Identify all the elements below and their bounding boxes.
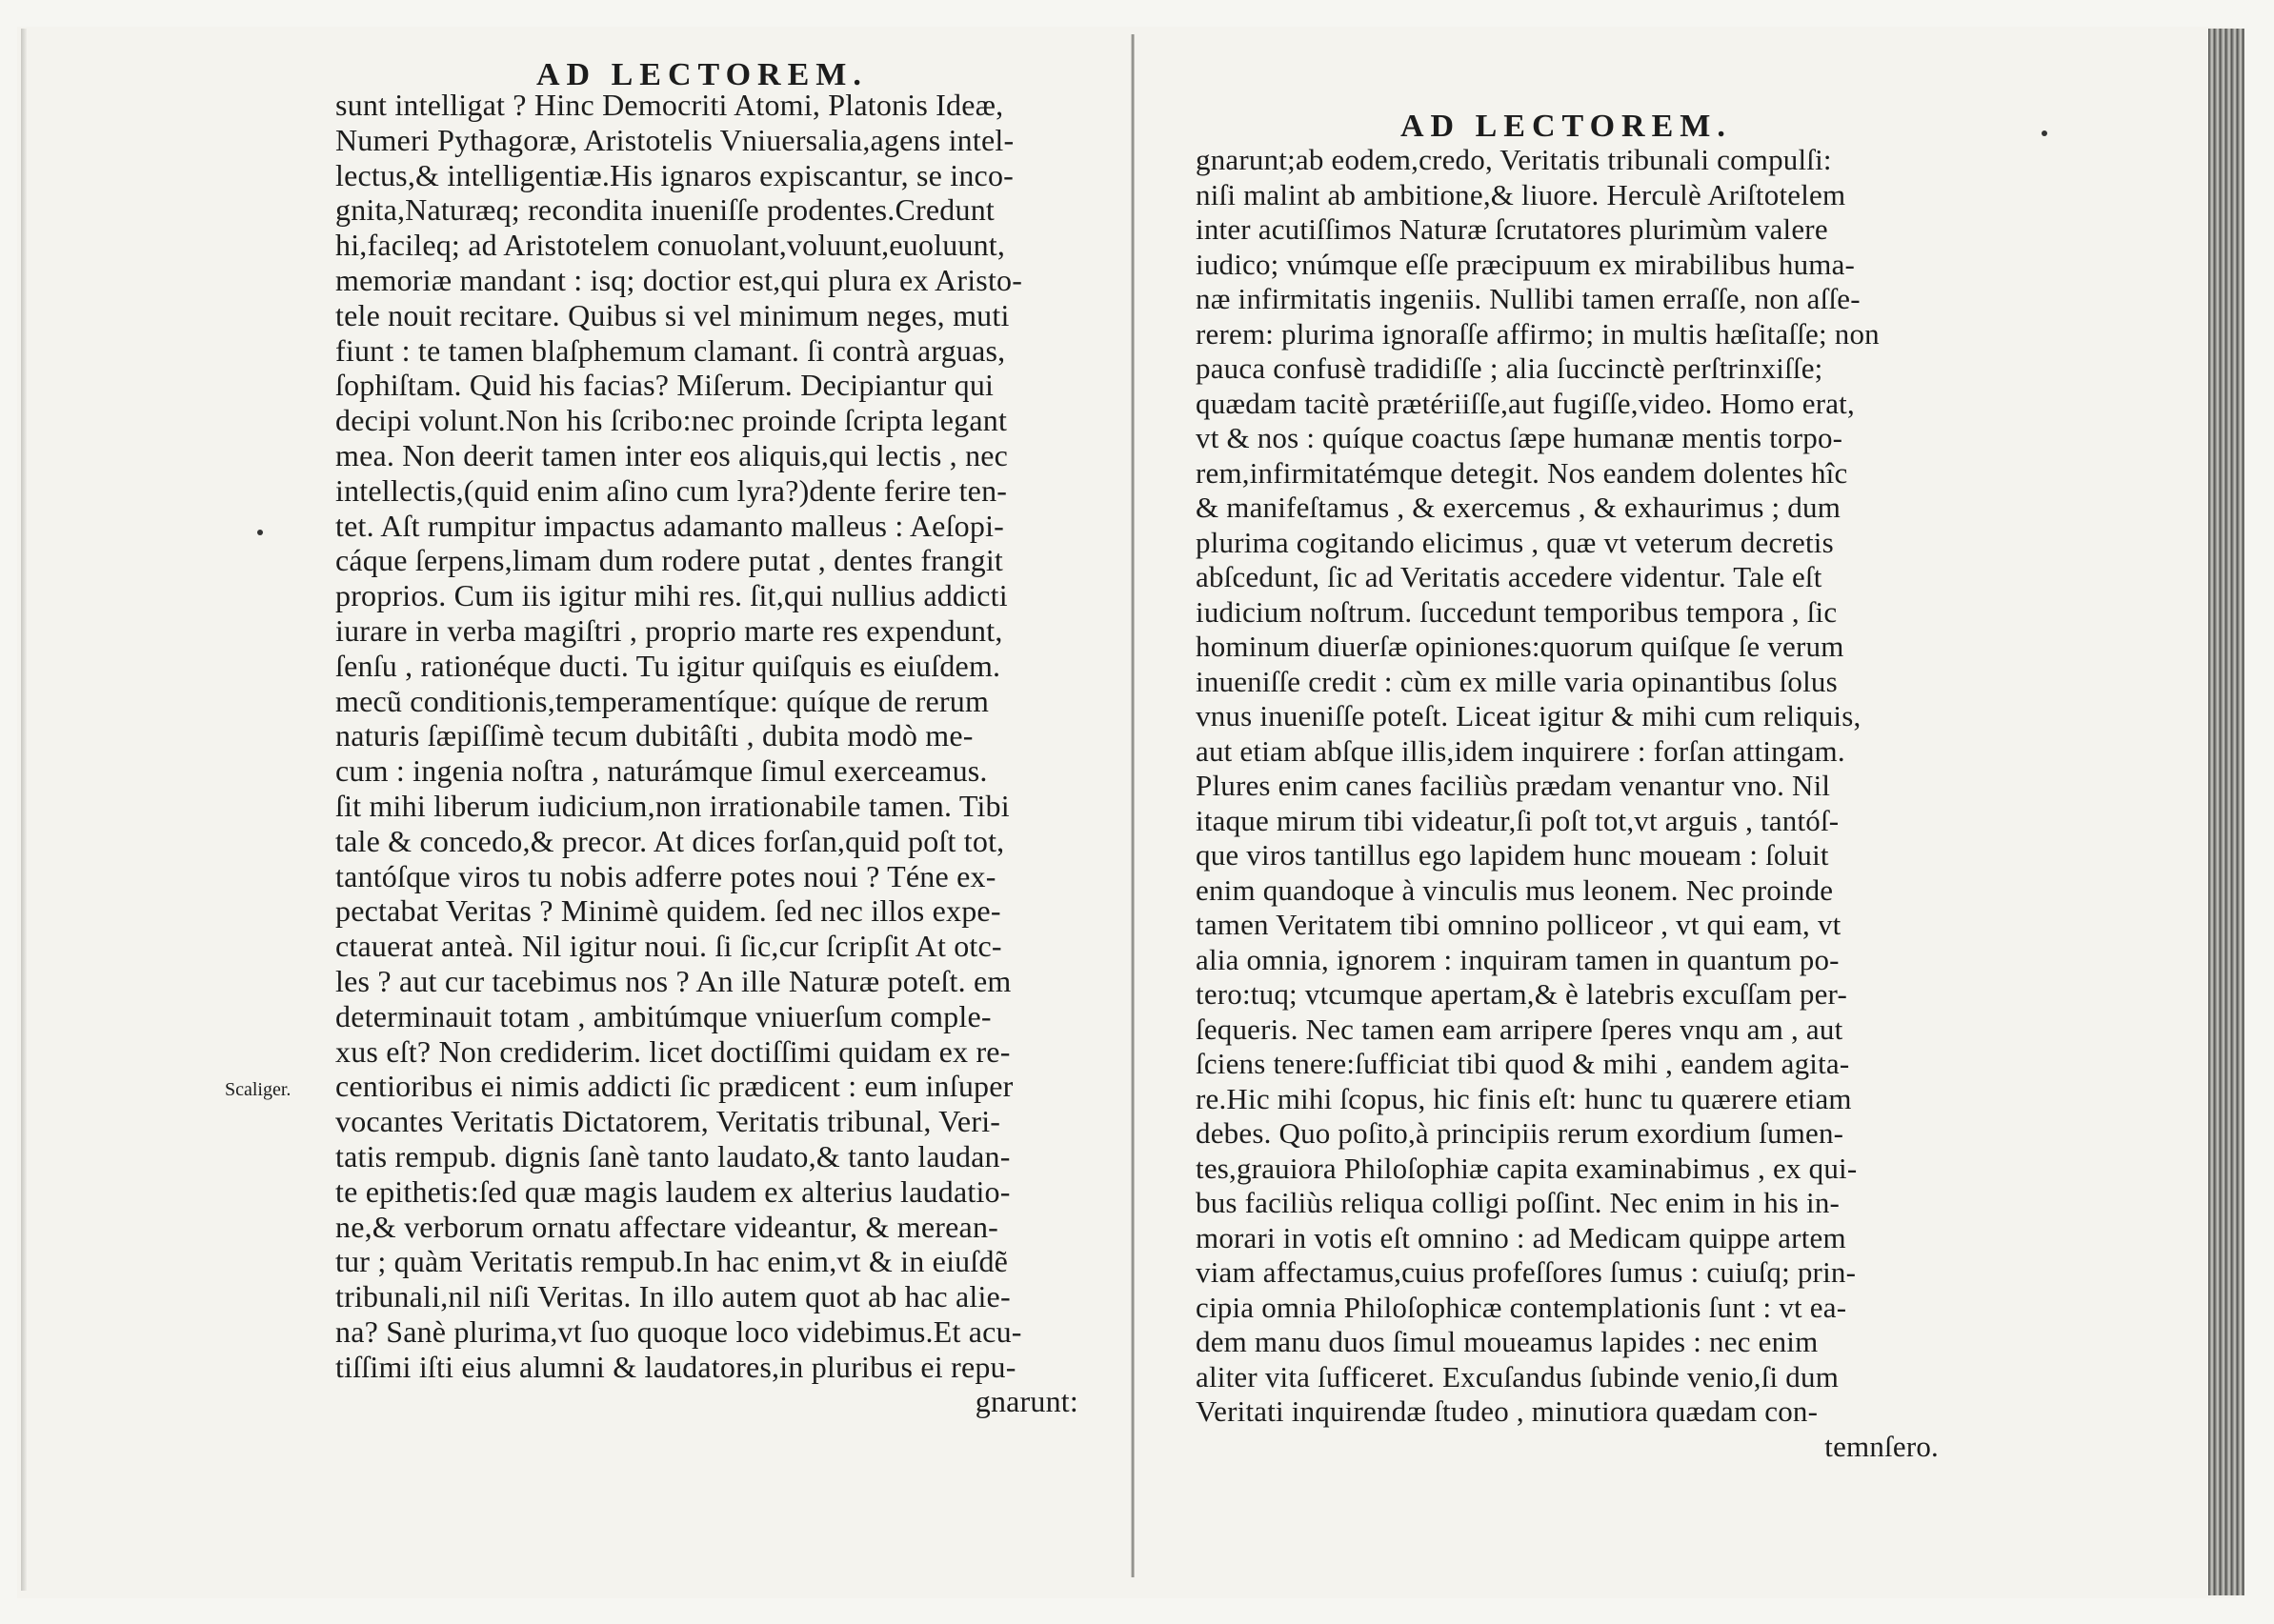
text-line: ſophiſtam. Quid his facias? Miſerum. Decipiantur qui: [335, 368, 995, 403]
text-line: gnita,Naturæq; recondita inueniſſe prodentes.Credunt: [335, 192, 995, 228]
text-line: plurima cogitando elicimus , quæ vt veterum decretis: [1196, 525, 1834, 559]
text-line: itaque mirum tibi videatur,ſi poſt tot,vt arguis , tantóſ-: [1196, 803, 1840, 837]
left-page-text: [335, 88, 1078, 1419]
text-line: pauca confusè tradidiſſe ; alia ſuccinctè perſtrinxiſſe;: [1196, 351, 1823, 385]
text-line: hominum diuerſæ opiniones:quorum quiſque ſe verum: [1196, 630, 1844, 663]
text-line: te epithetis:ſed quæ magis laudem ex alterius laudatio-: [335, 1173, 1011, 1209]
text-line: iurare in verba magiſtri , proprio marte res expendunt,: [335, 612, 1003, 648]
text-line: tero:tuq; vtcumque apertam,& è latebris excuſſam per-: [1196, 977, 1847, 1011]
right-page-text: [1196, 143, 1939, 1464]
text-line: naturis ſæpiſſimè tecum dubitâſti , dubita modò me-: [335, 718, 974, 753]
text-line: ſciens tenere:ſufficiat tibi quod & mihi , eandem agita-: [1196, 1047, 1850, 1080]
text-line: fiunt : te tamen blaſphemum clamant. ſi contrà arguas,: [335, 332, 1006, 368]
text-line: vt & nos : quíque coactus ſæpe humanæ mentis torpo-: [1196, 421, 1843, 454]
text-line: tantóſque viros tu nobis adferre potes noui ? Téne ex-: [335, 858, 996, 893]
text-line: næ infirmitatis ingeniis. Nullibi tamen erraſſe, non aſſe-: [1196, 282, 1861, 315]
text-line: tes,grauiora Philoſophiæ capita examinabimus , ex qui-: [1196, 1151, 1858, 1185]
text-line: ſit mihi liberum iudicium,non irrationabile tamen. Tibi: [335, 788, 1010, 823]
text-line: morari in votis eſt omnino : ad Medicam quippe artem: [1196, 1220, 1846, 1254]
text-line: centioribus ei nimis addicti ſic prædicent : eum inſuper: [335, 1069, 1014, 1104]
gutter-fold: [1131, 34, 1135, 1577]
text-line: viam affectamus,cuius profeſſores ſumus : cuiuſq; prin-: [1196, 1255, 1857, 1289]
text-line: xus eſt? Non crediderim. licet doctiſſimi quidam ex re-: [335, 1033, 1011, 1069]
text-line: tele nouit recitare. Quibus si vel minimum neges, muti: [335, 297, 1010, 332]
stray-mark: [2042, 130, 2047, 136]
text-line: aut etiam abſque illis,idem inquirere : forſan attingam.: [1196, 733, 1845, 768]
text-line: Veritati inquirendæ ſtudeo , minutiora quædam con-: [1196, 1394, 1819, 1428]
text-line: Numeri Pythagoræ, Aristotelis Vniuersalia,agens intel-: [335, 122, 1015, 157]
text-line: iudico; vnúmque eſſe præcipuum ex mirabilibus huma-: [1196, 247, 1856, 281]
catchword: temnſero.: [1824, 1429, 1939, 1463]
text-line: cáque ſerpens,limam dum rodere putat , dentes frangit: [335, 543, 1004, 578]
text-line: sunt intelligat ? Hinc Democriti Atomi, Platonis Ideæ,: [335, 88, 1004, 122]
text-line: debes. Quo poſito,à principiis rerum exordium ſumen-: [1196, 1116, 1844, 1150]
text-line: re.Hic mihi ſcopus, hic finis eſt: hunc tu quærere etiam: [1196, 1081, 1852, 1115]
text-line: ne,& verborum ornatu affectare videantur, & merean-: [335, 1209, 999, 1244]
text-line: bus faciliùs reliqua colligi poſſint. Nec enim in his in-: [1196, 1186, 1841, 1219]
margin-note: Scaliger.: [225, 1079, 292, 1100]
text-line: vnus inueniſſe poteſt. Liceat igitur & mihi cum reliquis,: [1196, 699, 1861, 732]
text-line: inueniſſe credit : cùm ex mille varia opinantibus ſolus: [1196, 664, 1838, 698]
text-line: que viros tantillus ego lapidem hunc moueam : ſoluit: [1196, 838, 1829, 872]
text-line: memoriæ mandant : isq; doctior est,qui plura ex Aristo-: [335, 262, 1023, 297]
text-line: rerem: plurima ignoraſſe affirmo; in multis hæſitaſſe; non: [1196, 316, 1880, 351]
text-line: decipi volunt.Non his ſcribo:nec proinde ſcripta legant: [335, 403, 1008, 438]
text-line: cipia omnia Philoſophicæ contemplationis ſunt : vt ea-: [1196, 1290, 1847, 1324]
right-page-title: AD LECTOREM.: [1400, 109, 1732, 144]
text-line: inter acutiſſimos Naturæ ſcrutatores plurimùm valere: [1196, 212, 1828, 246]
text-line: vocantes Veritatis Dictatorem, Veritatis tribunal, Veri-: [335, 1104, 1001, 1139]
text-line: ſenſu , rationéque ducti. Tu igitur quiſquis es eiuſdem.: [335, 648, 1001, 683]
text-line: tribunali,nil niſi Veritas. In illo autem quot ab hac alie-: [335, 1279, 1011, 1314]
left-page-edge: [21, 29, 27, 1591]
text-line: mecũ conditionis,temperamentíque: quíque de rerum: [335, 683, 990, 718]
text-line: alia omnia, ignorem : inquiram tamen in quantum po-: [1196, 942, 1840, 976]
text-line: dem manu duos ſimul moueamus lapides : nec enim: [1196, 1325, 1819, 1358]
text-line: ctauerat anteà. Nil igitur noui. ſi ſic,cur ſcripſit At otc-: [335, 929, 1002, 964]
text-line: mea. Non deerit tamen inter eos aliquis,qui lectis , nec: [335, 437, 1009, 472]
text-line: & manifeſtamus , & exercemus , & exhaurimus ; dum: [1196, 491, 1841, 524]
catchword: gnarunt:: [975, 1384, 1078, 1419]
text-line: tur ; quàm Veritatis rempub.In hac enim,vt & in eiuſdẽ: [335, 1244, 1009, 1279]
text-line: les ? aut cur tacebimus nos ? An ille Naturæ poteſt. em: [335, 963, 1012, 998]
text-line: ſequeris. Nec tamen eam arripere ſperes vnqu am , aut: [1196, 1012, 1843, 1046]
text-line: rem,infirmitatémque detegit. Nos eandem dolentes hîc: [1196, 455, 1848, 490]
text-line: pectabat Veritas ? Minimè quidem. ſed nec illos expe-: [335, 893, 1001, 929]
text-line: quædam tacitè prætériiſſe,aut fugiſſe,video. Homo erat,: [1196, 386, 1855, 420]
text-line: iudicium noſtrum. ſuccedunt temporibus tempora , ſic: [1196, 594, 1838, 629]
text-line: enim quandoque à vinculis mus leonem. Nec proinde: [1196, 872, 1834, 907]
text-line: tiſſimi iſti eius alumni & laudatores,in pluribus ei repu-: [335, 1349, 1016, 1384]
text-line: tet. Aſt rumpitur impactus adamanto malleus : Aeſopi-: [335, 508, 1005, 543]
text-line: abſcedunt, ſic ad Veritatis accedere videntur. Tale eſt: [1196, 560, 1822, 593]
text-line: niſi malint ab ambitione,& liuore. Herculè Ariſtotelem: [1196, 177, 1846, 211]
text-line: na? Sanè plurima,vt ſuo quoque loco videbimus.Et acu-: [335, 1313, 1022, 1349]
text-line: lectus,& intelligentiæ.His ignaros expiscantur, se inco-: [335, 157, 1014, 192]
stray-mark: [257, 530, 263, 535]
text-line: proprios. Cum iis igitur mihi res. ſit,qui nullius addicti: [335, 578, 1008, 613]
text-line: hi,facileq; ad Aristotelem conuolant,voluunt,euoluunt,: [335, 228, 1006, 263]
text-line: tamen Veritatem tibi omnino polliceor , vt qui eam, vt: [1196, 908, 1841, 941]
text-line: tatis rempub. dignis ſanè tanto laudato,& tanto laudan-: [335, 1138, 1011, 1173]
text-line: aliter vita ſufficeret. Excuſandus ſubinde venio,ſi dum: [1196, 1359, 1840, 1393]
text-line: Plures enim canes faciliùs prædam venantur vno. Nil: [1196, 769, 1831, 802]
text-line: intellectis,(quid enim aſino cum lyra?)dente ferire ten-: [335, 472, 1008, 508]
text-line: determinauit totam , ambitúmque vniuerſum comple-: [335, 998, 992, 1033]
text-line: tale & concedo,& precor. At dices forſan,quid poſt tot,: [335, 823, 1005, 858]
text-line: gnarunt;ab eodem,credo, Veritatis tribunali compulſi:: [1196, 143, 1832, 176]
left-page-title: AD LECTOREM.: [536, 57, 868, 92]
text-line: cum : ingenia noſtra , naturámque ſimul exerceamus.: [335, 753, 988, 789]
right-page-edge: [2208, 29, 2244, 1595]
